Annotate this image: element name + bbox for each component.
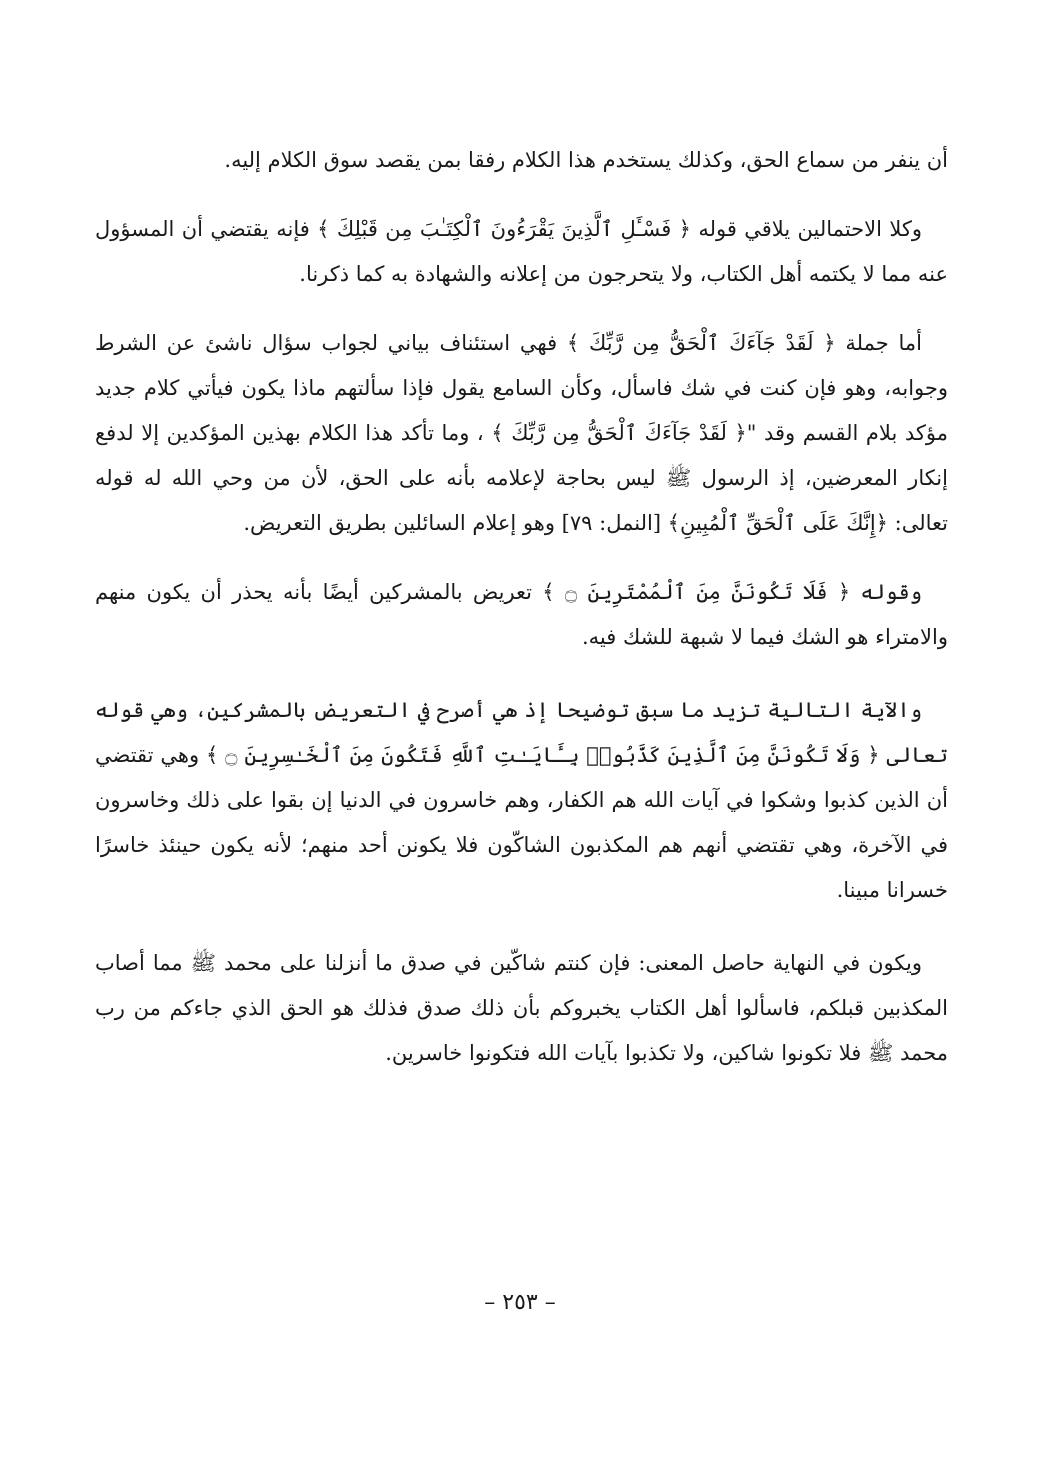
page-body [95, 138, 948, 1108]
paragraph-4: وقوله ﴿ فَلَا تَكُونَنَّ مِنَ ٱلْمُمْتَرِينَ ۝ ﴾ تعريض بالمشركين أيضًا بأنه يحذر أن يكون منهم والامتراء هو الشك فيما لا شبهة للشك فيه. [95, 580, 948, 649]
paragraph-5: والآية التالية تزيد ما سبق توضيحا إذ هي أصرح في التعريض بالمشركين، وهي قوله تعالى ﴿ وَلَا تَكُونَنَّ مِنَ ٱلَّذِينَ كَذَّبُوا۟ بِـَٔايَـٰتِ ٱللَّهِ فَتَكُونَ مِنَ ٱلْخَـٰسِرِينَ ۝ ﴾ وهي تقتضي أن الذين كذبوا وشكوا في آيات الله هم الكفار، وهم خاسرون في الدنيا إن بقوا على ذلك وخاسرون في الآخرة، وهي تقتضي أنهم هم المكذبون الشاكّون فلا يكونن أحد منهم؛ لأنه يكون حينئذ خاسرًا خسرانا مبينا. [95, 698, 948, 902]
page-number: – ٢٥٣ – [484, 1290, 556, 1315]
paragraph-3: أما جملة ﴿ لَقَدْ جَآءَكَ ٱلْحَقُّ مِن رَّبِّكَ ﴾ فهي استئناف بياني لجواب سؤال ناشئ عن الشرط وجوابه، وهو فإن كنت في شك فاسأل، وكأن السامع يقول فإذا سألتهم ماذا يكون فيأتي كلام جديد مؤكد بلام القسم وقد "﴿ لَقَدْ جَآءَكَ ٱلْحَقُّ مِن رَّبِّكَ ﴾ ، وما تأكد هذا الكلام بهذين المؤكدين إلا لدفع إنكار المعرضين، إذ الرسول ﷺ ليس بحاجة لإعلامه بأنه على الحق، لأن من وحي الله له قوله تعالى: ﴿إِنَّكَ عَلَى ٱلْحَقِّ ٱلْمُبِينِ﴾ [النمل: ٧٩] وهو إعلام السائلين بطريق التعريض. [95, 331, 948, 535]
paragraph-1: أن ينفر من سماع الحق، وكذلك يستخدم هذا الكلام رفقا بمن يقصد سوق الكلام إليه. [224, 148, 948, 172]
paragraph-2: وكلا الاحتمالين يلاقي قوله ﴿ فَسْـَٔلِ ٱلَّذِينَ يَقْرَءُونَ ٱلْكِتَـٰبَ مِن قَبْلِكَ ﴾ فإنه يقتضي أن المسؤول عنه مما لا يكتمه أهل الكتاب، ولا يتحرجون من إعلانه والشهادة به كما ذكرنا. [95, 217, 948, 286]
paragraph-6: ويكون في النهاية حاصل المعنى: فإن كنتم شاكّين في صدق ما أنزلنا على محمد ﷺ مما أصاب المكذبين قبلكم، فاسألوا أهل الكتاب يخبروكم بأن ذلك صدق فذلك هو الحق الذي جاءكم من رب محمد ﷺ فلا تكونوا شاكين، ولا تكذبوا بآيات الله فتكونوا خاسرين. [95, 951, 948, 1065]
